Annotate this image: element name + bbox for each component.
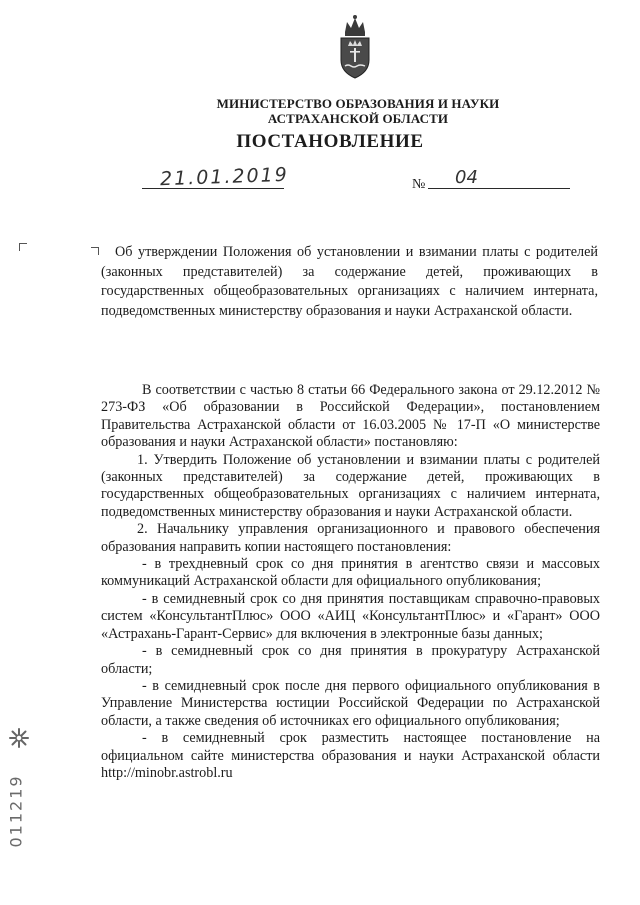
subitem-4-paragraph: - в семидневный срок после дня первого официального опубликования в Управление Министерства юстиции Российской Федерации по Астраханской области, а также сведения об источниках его официального опубликования; (101, 677, 600, 729)
item-2-paragraph: 2. Начальнику управления организационного и правового обеспечения образования направить копии настоящего постановления: (101, 521, 600, 555)
left-corner-mark (19, 243, 27, 251)
item-1-paragraph: 1. Утвердить Положение об установлении и взимании платы с родителей (законных представителей) за содержание детей, проживающих в государственных общеобразовательных организациях с наличием интерната, подведомственных министерству образования и науки Астраханской области. (101, 451, 600, 520)
coat-of-arms-icon (331, 12, 379, 80)
document-body (101, 382, 600, 782)
document-subject (101, 243, 598, 321)
date-underline (142, 188, 284, 189)
number-sign: № (412, 177, 426, 192)
subitem-3-paragraph: - в семидневный срок со дня принятия в прокуратуру Астраханской области; (101, 643, 600, 677)
ministry-name-line1: МИНИСТЕРСТВО ОБРАЗОВАНИЯ И НАУКИ (216, 96, 500, 111)
document-date: 21.01.2019 (159, 163, 290, 191)
subject-text: Об утверждении Положения об установлении и взимании платы с родителей (законных представителей) за содержание детей, проживающих в государственных общеобразовательных организациях с наличием интерната, подведомственных министерству образования и науки Астраханской области. (101, 244, 598, 319)
subitem-5-paragraph: - в семидневный срок разместить настоящее постановление на официальном сайте министерства образования и науки Астраханской области http://minobr.astrobl.ru (101, 730, 600, 781)
document-type-title: ПОСТАНОВЛЕНИЕ (236, 131, 424, 152)
subject-corner-mark-right (91, 247, 99, 255)
document-number: 04 (455, 167, 478, 188)
preamble-paragraph: В соответствии с частью 8 статьи 66 Федерального закона от 29.12.2012 № 273-ФЗ «Об образовании в Российской Федерации», постановлением Правительства Астраханской области от 16.03.2005 № 17-П «О министерстве образования и науки Астраханской области» постановляю: (101, 382, 600, 451)
subitem-2-paragraph: - в семидневный срок со дня принятия поставщикам справочно-правовых систем «КонсультантПлюс» ООО «АИЦ «КонсультантПлюс» и «Гарант» ООО «Астрахань-Гарант-Сервис» для включения в электронные базы данных; (101, 590, 600, 642)
number-underline (428, 188, 570, 189)
margin-stamp-number: 011219 (6, 774, 26, 848)
asterisk-stamp-icon (8, 727, 30, 749)
subitem-1-paragraph: - в трехдневный срок со дня принятия в агентство связи и массовых коммуникаций Астраханской области для официального опубликования; (101, 556, 600, 590)
ministry-name-line2: АСТРАХАНСКОЙ ОБЛАСТИ (267, 111, 449, 126)
